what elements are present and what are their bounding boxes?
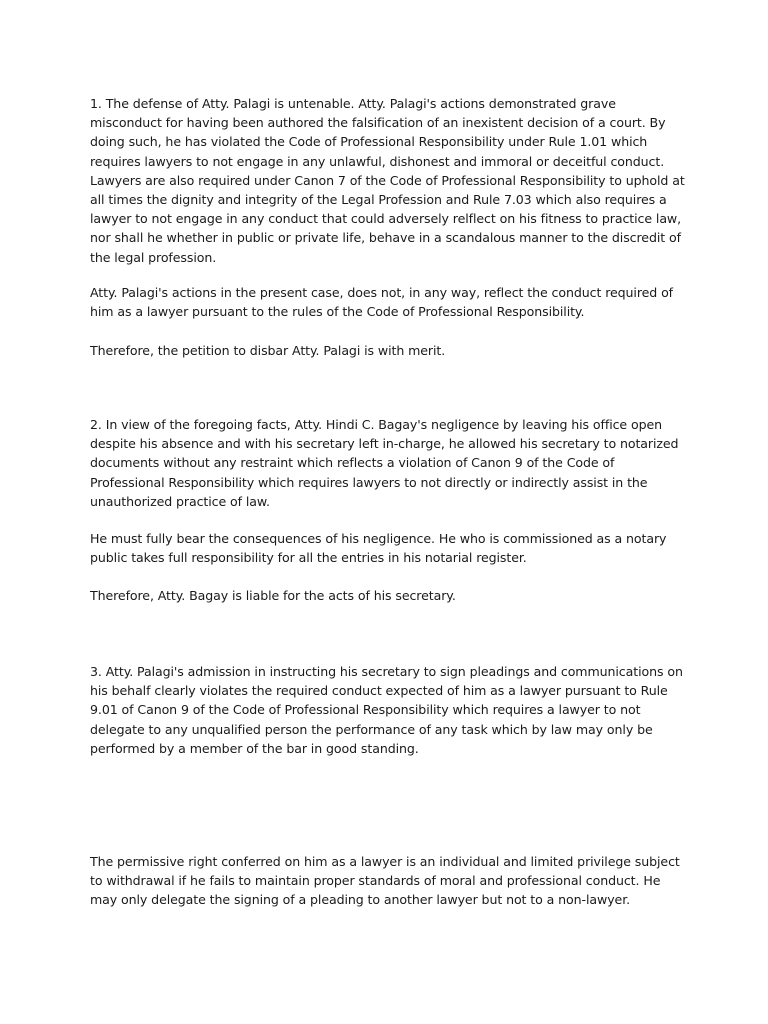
paragraph-1: 1. The defense of Atty. Palagi is untenable. Atty. Palagi's actions demonstrated grave misconduct for having been authored the falsification of an inexistent decision of a court. By doing such, he has violated the Code of Professional Responsibility under Rule 1.01 which requires lawyers to not engage in any unlawful, dishonest and immoral or deceitful conduct. Lawyers are also required under Canon 7 of the Code of Professional Responsibility to uphold at all times the dignity and integrity of the Legal Profession and Rule 7.03 which also requires a lawyer to not engage in any conduct that could adversely relflect on his fitness to practice law, nor shall he whether in public or private life, behave in a scandalous manner to the discredit of the legal profession. bbox=[90, 96, 685, 265]
paragraph-5: He must fully bear the consequences of his negligence. He who is commissioned as a notary public takes full responsibility for all the entries in his notarial register. bbox=[90, 531, 667, 566]
paragraph-2: Atty. Palagi's actions in the present case, does not, in any way, reflect the conduct required of him as a lawyer pursuant to the rules of the Code of Professional Responsibility. bbox=[90, 285, 674, 320]
paragraph-6: Therefore, Atty. Bagay is liable for the acts of his secretary. bbox=[90, 588, 456, 603]
paragraph-3: Therefore, the petition to disbar Atty. Palagi is with merit. bbox=[90, 343, 446, 358]
paragraph-8: The permissive right conferred on him as a lawyer is an individual and limited privilege subject to withdrawal if he fails to maintain proper standards of moral and professional conduct. He may only delegate the signing of a pleading to another lawyer but not to a non-lawyer. bbox=[90, 854, 680, 908]
paragraph-4: 2. In view of the foregoing facts, Atty. Hindi C. Bagay's negligence by leaving his office open despite his absence and with his secretary left in-charge, he allowed his secretary to notarized documents without any restraint which reflects a violation of Canon 9 of the Code of Professional Responsibility which requires lawyers to not directly or indirectly assist in the unauthorized practice of law. bbox=[90, 417, 679, 509]
paragraph-7: 3. Atty. Palagi's admission in instructing his secretary to sign pleadings and communications on his behalf clearly violates the required conduct expected of him as a lawyer pursuant to Rule 9.01 of Canon 9 of the Code of Professional Responsibility which requires a lawyer to not delegate to any unqualified person the performance of any task which by law may only be performed by a member of the bar in good standing. bbox=[90, 664, 683, 756]
